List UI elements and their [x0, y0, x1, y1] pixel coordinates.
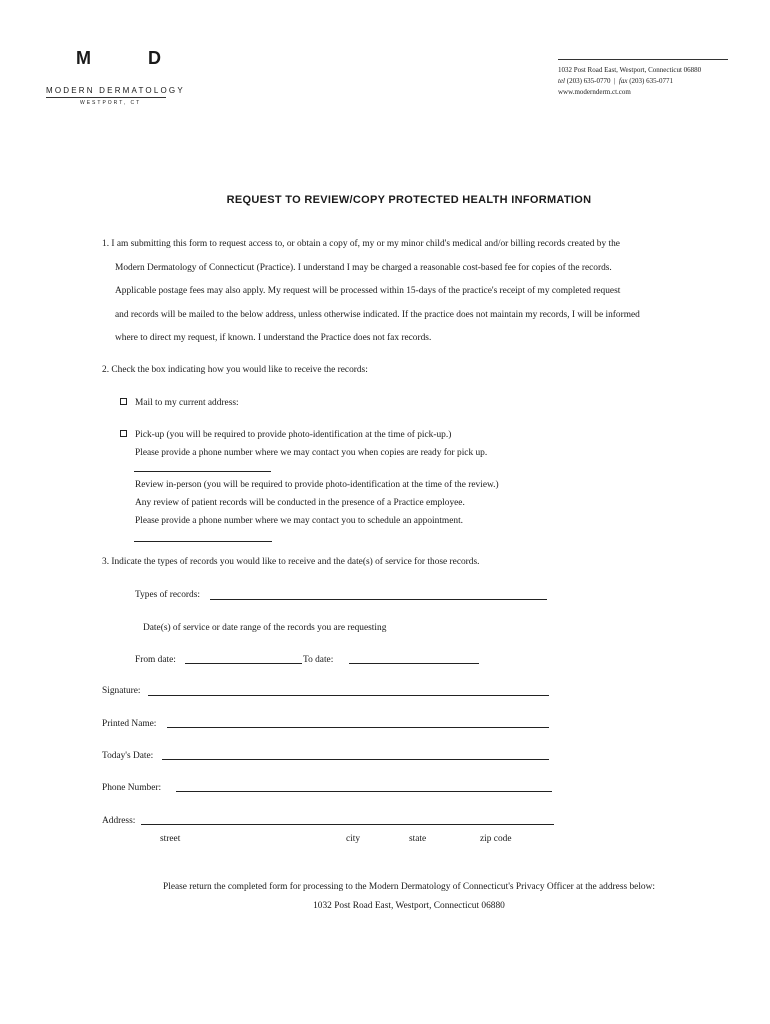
phone-number: (203) 635-0770	[566, 77, 611, 85]
item1-line-3: Applicable postage fees may also apply. My request will be processed within 15-days of the practice's receipt of my completed request	[115, 286, 621, 296]
address-label: Address:	[102, 816, 136, 826]
printed-name-label: Printed Name:	[102, 719, 157, 729]
phone-number-field[interactable]	[176, 791, 552, 792]
todays-date-label: Today's Date:	[102, 751, 154, 761]
logo-location: WESTPORT, CT	[80, 100, 142, 106]
header-divider	[558, 59, 728, 60]
state-caption: state	[409, 834, 427, 844]
review-line-3: Please provide a phone number where we may contact you to schedule an appointment.	[135, 516, 464, 526]
practice-address: 1032 Post Road East, Westport, Connecticut 06880	[558, 66, 702, 74]
phone-fax-line	[558, 77, 673, 86]
form-title: REQUEST TO REVIEW/COPY PROTECTED HEALTH INFORMATION	[226, 194, 592, 206]
item1-line-1: 1. I am submitting this form to request access to, or obtain a copy of, my or my minor child's medical and/or billing records created by the	[102, 239, 620, 249]
fax-label: fax	[618, 77, 628, 85]
types-field[interactable]	[210, 599, 547, 600]
item1-line-5: where to direct my request, if known. I understand the Practice does not fax records.	[115, 333, 432, 343]
types-label: Types of records:	[135, 590, 200, 600]
review-line-2: Any review of patient records will be conducted in the presence of a Practice employee.	[135, 498, 465, 508]
dates-label: Date(s) of service or date range of the records you are requesting	[143, 623, 387, 633]
logo-divider	[46, 97, 166, 98]
footer-address: 1032 Post Road East, Westport, Connecticut 06880	[313, 901, 505, 911]
pickup-checkbox[interactable]	[120, 430, 127, 437]
item1-line-2: Modern Dermatology of Connecticut (Practice). I understand I may be charged a reasonable cost-based fee for copies of the records.	[115, 263, 612, 273]
to-label: To date:	[303, 655, 334, 665]
signature-label: Signature:	[102, 686, 141, 696]
from-date-field[interactable]	[185, 663, 302, 664]
item2-heading: 2. Check the box indicating how you would like to receive the records:	[102, 365, 368, 375]
signature-field[interactable]	[148, 695, 549, 696]
mail-checkbox[interactable]	[120, 398, 127, 405]
street-caption: street	[160, 834, 181, 844]
phone-number-label: Phone Number:	[102, 783, 162, 793]
review-line-1: Review in-person (you will be required to provide photo-identification at the time of the review.)	[135, 480, 499, 490]
phone-label: tel	[558, 77, 565, 85]
logo-name: MODERN DERMATOLOGY	[46, 86, 185, 95]
city-caption: city	[346, 834, 361, 844]
footer-instructions: Please return the completed form for processing to the Modern Dermatology of Connecticut's Privacy Officer at the address below:	[163, 882, 655, 892]
mail-label: Mail to my current address:	[135, 398, 239, 408]
website: www.modernderm.ct.com	[558, 88, 631, 96]
from-label: From date:	[135, 655, 176, 665]
todays-date-field[interactable]	[162, 759, 549, 760]
fax-number: (203) 635-0771	[629, 77, 673, 85]
pickup-phone-field[interactable]	[134, 471, 271, 472]
item3-heading: 3. Indicate the types of records you would like to receive and the date(s) of service for those records.	[102, 557, 480, 567]
pickup-note: Please provide a phone number where we may contact you when copies are ready for pick up.	[135, 448, 488, 458]
to-date-field[interactable]	[349, 663, 479, 664]
zip-caption: zip code	[480, 834, 512, 844]
separator: |	[612, 77, 618, 85]
review-phone-field[interactable]	[134, 541, 272, 542]
printed-name-field[interactable]	[167, 727, 549, 728]
pickup-label: Pick-up (you will be required to provide photo-identification at the time of pick-up.)	[135, 430, 452, 440]
logo-mark: M D	[76, 48, 187, 68]
item1-line-4: and records will be mailed to the below address, unless otherwise indicated. If the practice does not maintain my records, I will be informed	[115, 310, 640, 320]
address-field[interactable]	[141, 824, 554, 825]
